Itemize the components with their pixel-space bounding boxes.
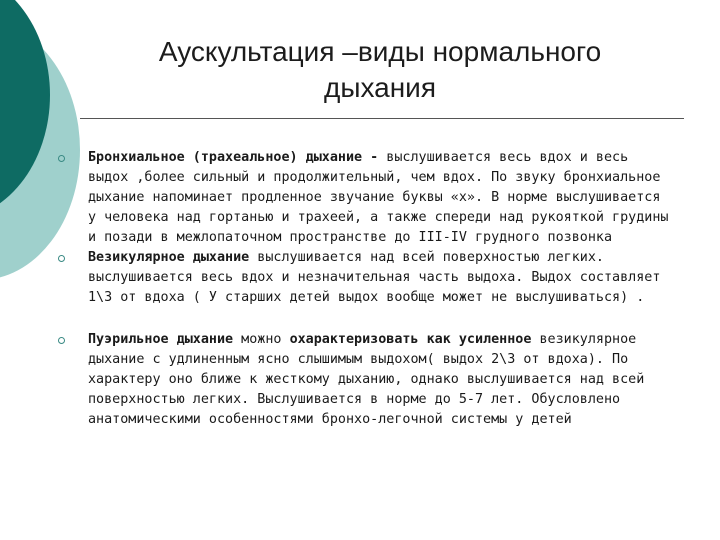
item-text: выслушивается весь вдох и весь выдох ,более сильный и продолжительный, чем вдох. По звуку бронхиальное дыхание напоминает продленное звучание буквы «х». В норме выслушивается у человека над гортанью и трахеей, а также спереди над рукояткой грудины и позади в межлопаточном пространстве до III-IV грудного позвонка (88, 150, 669, 245)
slide-title (80, 34, 680, 106)
title-divider (80, 118, 684, 119)
item-connector-text: можно (233, 332, 290, 347)
bullet-circle-icon (58, 255, 65, 262)
list-item-vesicular (56, 248, 674, 308)
item-text: везикулярное дыхание с удлиненным ясно слышимым выдохом( выдох 2\3 от вдоха). По характеру оно ближе к жесткому дыханию, однако выслушивается над всей поверхностью легких. Выслушивается в норме до 5-7 лет. Обусловлено анатомическими особенностями бронхо-легочной системы у детей (88, 332, 645, 427)
slide-title-line-1: Аускультация –виды нормального (158, 36, 602, 67)
bullet-list (56, 148, 674, 430)
item-term: Бронхиальное (трахеальное) дыхание - (88, 150, 379, 165)
bullet-circle-icon (58, 337, 65, 344)
item-term-secondary: охарактеризовать как усиленное (289, 332, 532, 347)
item-term: Пуэрильное дыхание (88, 332, 234, 347)
list-item-puerile (56, 330, 674, 430)
bullet-circle-icon (58, 155, 65, 162)
slide-title-line-2: дыхания (324, 72, 436, 103)
item-term: Везикулярное дыхание (88, 250, 250, 265)
list-item-bronchial (56, 148, 674, 248)
item-text: выслушивается над всей поверхностью легких. выслушивается весь вдох и незначительная часть выдоха. Выдох составляет 1\3 от вдоха ( У старших детей выдох вообще может не выслушиваться) . (88, 250, 661, 305)
